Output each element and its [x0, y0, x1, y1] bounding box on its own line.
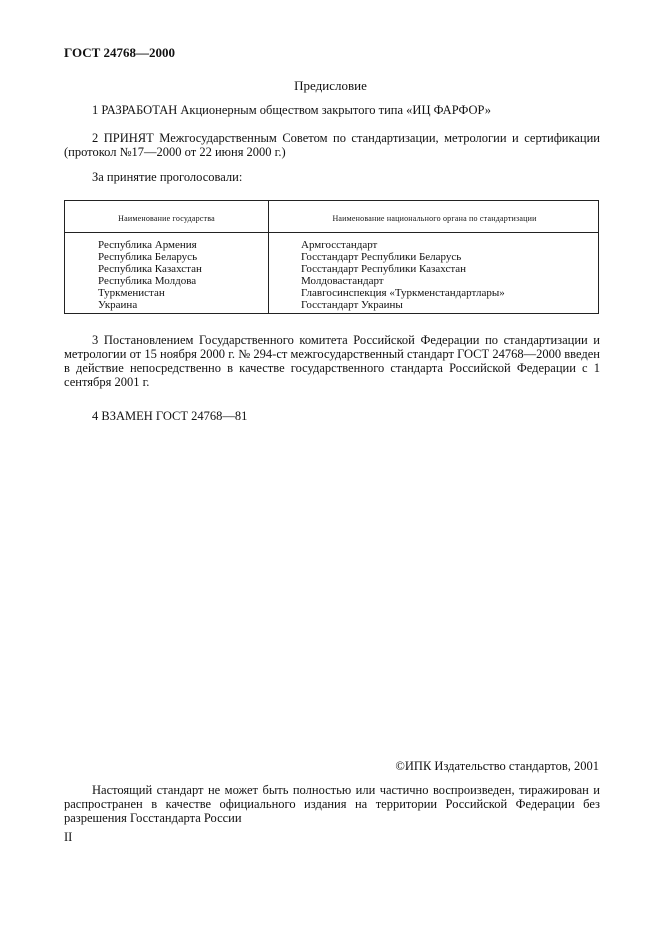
table-cell-state: Республика Беларусь [98, 251, 198, 263]
paragraph-adopted-by: 2 ПРИНЯТ Межгосударственным Советом по стандартизации, метрологии и сертификации (протокол №17—2000 от 22 июня 2000 г.) [64, 131, 600, 159]
table-cell-standards-body: Госстандарт Украины [301, 299, 403, 311]
table-cell-state: Республика Армения [98, 239, 197, 251]
table-cell-state: Украина [98, 299, 138, 311]
member-states-table [64, 200, 599, 314]
paragraph-enacted-by: 3 Постановлением Государственного комитета Российской Федерации по стандартизации и метрологии от 15 ноября 2000 г. № 294-ст межгосударственный стандарт ГОСТ 24768—2000 введен в действие непосредственно в качестве государственного стандарта Российской Федерации с 1 сентября 2001 г. [64, 333, 600, 389]
table-cell-state: Туркменистан [98, 287, 165, 299]
table-cell-state: Республика Казахстан [98, 263, 202, 275]
state-name-column [98, 239, 202, 311]
paragraph-replaces: 4 ВЗАМЕН ГОСТ 24768—81 [92, 409, 248, 423]
page-number: II [64, 830, 73, 844]
table-cell-standards-body: Молдовастандарт [301, 275, 384, 287]
standards-body-column [301, 239, 505, 311]
page-title: Предисловие [294, 78, 367, 93]
vote-label: За принятие проголосовали: [92, 170, 243, 184]
reproduction-notice: Настоящий стандарт не может быть полностью или частично воспроизведен, тиражирован и распространен в качестве официального издания на территории Российской Федерации без разрешения Госстандарта России [64, 783, 600, 825]
table-header-row [65, 201, 598, 233]
table-column-divider [268, 201, 269, 313]
table-header-state: Наименование государства [118, 214, 215, 223]
table-cell-standards-body: Госстандарт Республики Беларусь [301, 251, 462, 263]
table-cell-state: Республика Молдова [98, 275, 197, 287]
table-cell-standards-body: Госстандарт Республики Казахстан [301, 263, 467, 275]
table-header-standards-body: Наименование национального органа по стандартизации [332, 214, 537, 223]
copyright-notice: ©ИПК Издательство стандартов, 2001 [395, 759, 599, 773]
table-cell-standards-body: Армгосстандарт [301, 239, 378, 251]
document-code: ГОСТ 24768—2000 [64, 45, 176, 60]
table-cell-standards-body: Главгосинспекция «Туркменстандартлары» [301, 287, 505, 299]
paragraph-developed-by: 1 РАЗРАБОТАН Акционерным обществом закрытого типа «ИЦ ФАРФОР» [92, 103, 492, 117]
